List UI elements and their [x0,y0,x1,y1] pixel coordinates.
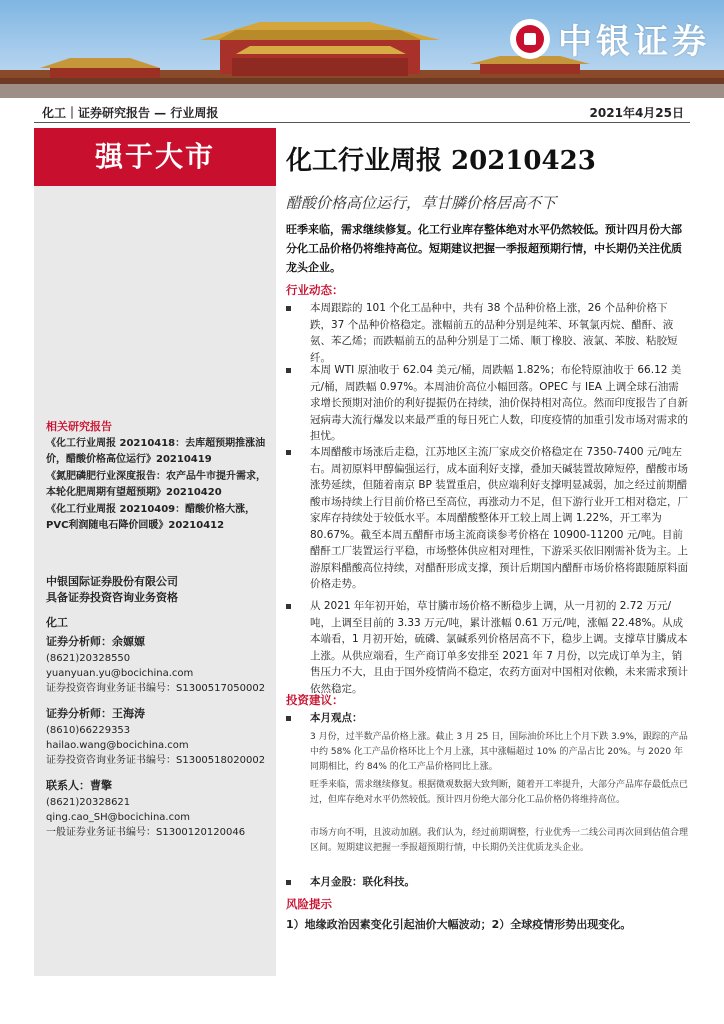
analyst-card [46,706,268,768]
bullet-text: 本周跟踪的 101 个化工品种中，共有 38 个品种价格上涨，26 个品种价格下跌，37 个品种价格稳定。涨幅前五的品种分别是纯苯、环氧氯丙烷、醋酐、液氨、苯乙烯；而跌幅前五的品种分别是丁二烯、顺丁橡胶、液氯、苯胺、粘胶短纤。 [310,302,678,364]
report-subtitle: 醋酸价格高位运行，草甘膦价格居高不下 [286,194,557,212]
bank-logo-icon [510,19,550,59]
bullet-square-icon [286,716,291,721]
report-category: 化工｜证券研究报告 — 行业周报 [42,106,219,120]
view-paragraph: 3 月份，过半数产品价格上涨。截止 3 月 25 日，国际油价环比上个月下跌 3.9%，跟踪的产品中约 58% 化工产品价格环比上个月上涨，其中涨幅超过 10% 的产品占比 20%。与 2020 年同期相比，约 84% 的化工产品价格同比上涨。 [310,732,688,772]
bullet-item [296,598,688,697]
report-summary: 旺季来临，需求继续修复。化工行业库存整体绝对水平仍然较低。预计四月份大部分化工品价格仍将维持高位。短期建议把握一季报超预期行情，中长期仍关注优质龙头企业。 [286,223,682,274]
bullet-text: 本周 WTI 原油收于 62.04 美元/桶，周跌幅 1.82%；布伦特原油收于 66.12 美元/桶，周跌幅 0.97%。本周油价高位小幅回落。OPEC 与 IEA 上调全球石油需求增长预期对油价的利好提振仍在持续，油价保持相对高位。然而印度报告了自新冠病毒大流行爆发以来最严重的每日死亡人数，印度疫情的加重引发市场对需求的担忧。 [310,364,688,442]
analyst-phone: (8621)20328550 [46,653,131,664]
related-reports-title: 相关研究报告 [46,420,112,433]
header-banner [0,0,724,98]
rating-badge: 强于大市 [34,128,276,186]
bullet-text: 本周醋酸市场涨后走稳，江苏地区主流厂家成交价格稳定在 7350-7400 元/吨左右。周初原料甲醇偏强运行，成本面利好支撑，叠加天碱装置故障短停，醋酸市场涨势延续，但随着南京 BP 装置重启，供应端利好支撑明显减弱，加之经过前期醋酸市场持续上行目前价格已至高位，再涨动力不足，但下游行业开工相对稳定，厂家库存持续处于较低水平。本周醋酸整体开工较上周上调 1.22%，开工率为 80.67%。截至本周五醋酐市场主流商谈参考价格在 10900-11200 元/吨。目前醋酐工厂装置运行平稳，市场整体供应相对理性，下游采买依旧刚需补货为主。上游原料醋酸高位持续，对醋酐形成支撑，预计后期国内醋酐市场价格将跟随原料面价格走势。 [310,446,688,590]
contact-license: 一般证券业务证书编号：S1300120120046 [46,827,246,838]
risk-text: 1）地缘政治因素变化引起油价大幅波动；2）全球疫情形势出现变化。 [286,918,632,931]
industry-dynamics-title: 行业动态： [286,283,344,297]
related-reports-list [46,436,268,535]
analyst-card [46,634,268,696]
related-report-item[interactable]: 《氮肥磷肥行业深度报告：农产品牛市提升需求，本轮化肥周期有望超预期》20210420 [46,471,266,498]
analyst-license: 证券投资咨询业务证书编号：S1300517050002 [46,683,266,694]
analyst-phone: (8610)66229353 [46,725,131,736]
sector-label: 化工 [46,616,68,629]
contact-phone: (8621)20328621 [46,797,131,808]
report-date: 2021年4月25日 [589,106,684,120]
contact-email[interactable]: qing.cao_SH@bocichina.com [46,812,190,823]
bullet-item [296,444,688,593]
analyst-email[interactable]: hailao.wang@bocichina.com [46,740,189,751]
analyst-name: 证券分析师：王海涛 [46,707,145,720]
bullet-item [296,874,688,891]
related-report-item[interactable]: 《化工行业周报 20210418：去库超预期推涨油价，醋酸价格高位运行》20210419 [46,438,266,465]
bullet-square-icon [286,880,291,885]
bullet-item [296,300,688,366]
investment-advice-title: 投资建议： [286,693,344,707]
contact-card [46,778,268,840]
view-label: 本月观点： [310,712,363,724]
bullet-square-icon [286,604,291,609]
view-paragraph: 旺季来临，需求继续修复。根据微观数据大致判断，随着开工率提升，大部分产品库存最低点已过，但库存绝对水平仍然较低。预计四月份绝大部分化工品价格仍将维持高位。 [310,780,689,805]
view-paragraph: 市场方向不明，且波动加剧。我们认为，经过前期调整，行业优秀一二线公司再次回到估值合理区间。短期建议把握一季报超预期行情，中长期仍关注优质龙头企业。 [310,828,689,853]
related-report-item[interactable]: 《化工行业周报 20210409：醋酸价格大涨，PVC利润随电石降价回暖》20210412 [46,504,256,531]
bullet-text: 从 2021 年年初开始，草甘膦市场价格不断稳步上调，从一月初的 2.72 万元/吨，上调至目前的 3.33 万元/吨，累计涨幅 0.61 万元/吨，涨幅 22.48%。从成本端看，1 月初开始，硫磷、氯碱系列价格居高不下，稳步上调。支撑草甘膦成本上涨。从供应端看，生产商订单多安排至 2021 年 7 月份，以完成订单为主，销售压力不大，且由于国外疫情尚不稳定，农药方面对中国相对依赖，未来需求预计依然稳定。 [310,600,688,695]
analyst-name: 证券分析师：余嫄嫄 [46,635,145,648]
risk-title: 风险提示 [286,897,332,911]
bullet-item [296,710,688,727]
bullet-square-icon [286,450,291,455]
gold-stock: 本月金股：联化科技。 [310,876,415,888]
brand-logo [510,14,710,63]
bullet-square-icon [286,368,291,373]
sidebar [34,128,276,976]
company-name: 中银国际证券股份有限公司 具备证券投资咨询业务资格 [46,575,178,604]
brand-name: 中银证券 [558,22,710,62]
report-title: 化工行业周报 20210423 [286,146,596,176]
report-subheader [34,100,690,123]
analyst-license: 证券投资咨询业务证书编号：S1300518020002 [46,755,266,766]
contact-name: 联系人：曹擎 [46,779,112,792]
bullet-square-icon [286,306,291,311]
analyst-email[interactable]: yuanyuan.yu@bocichina.com [46,668,194,679]
bullet-item [296,362,688,445]
